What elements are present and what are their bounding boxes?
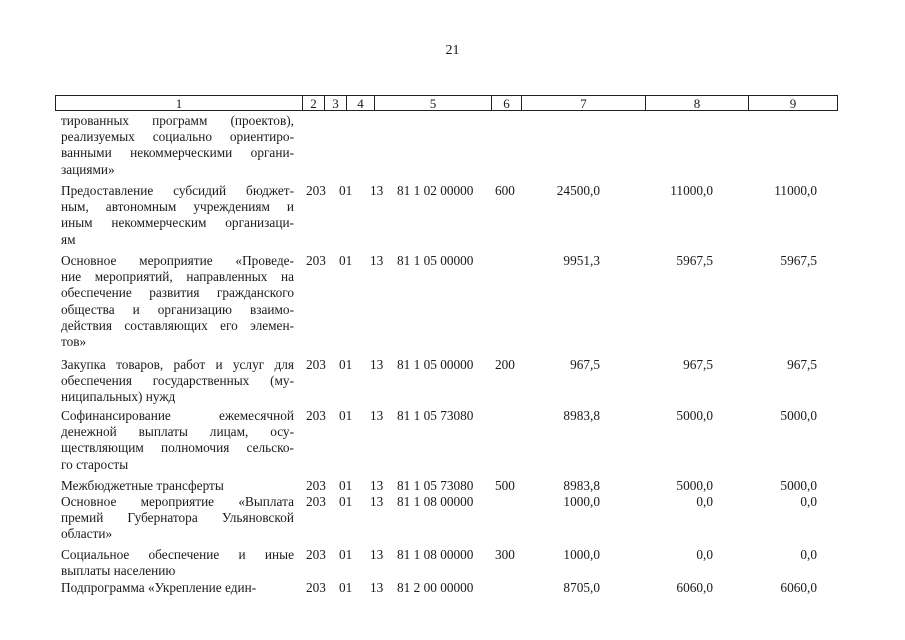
row-description	[61, 494, 294, 543]
cell-col-7: 1000,0	[563, 494, 600, 509]
cell-col-4: 13	[370, 253, 384, 268]
cell-col-8: 967,5	[683, 357, 713, 372]
cell-col-9: 0,0	[800, 547, 817, 562]
description-line: Предоставление субсидий бюджет-	[61, 183, 294, 198]
row-description	[61, 408, 294, 473]
cell-col-5: 81 1 05 73080	[397, 478, 474, 493]
description-line: обеспечение развития гражданского	[61, 285, 294, 301]
row-description	[61, 547, 294, 579]
row-description	[61, 478, 294, 494]
cell-col-9: 5000,0	[780, 408, 817, 423]
cell-col-8: 5000,0	[676, 408, 713, 423]
cell-col-9: 5000,0	[780, 478, 817, 493]
page-number: 21	[445, 43, 460, 58]
cell-col-3: 01	[339, 580, 353, 595]
cell-col-5: 81 1 05 00000	[397, 253, 474, 268]
header-col-4: 4	[346, 95, 374, 111]
cell-col-7: 24500,0	[556, 183, 600, 198]
cell-col-7: 8983,8	[563, 408, 600, 423]
description-line: обеспечения государственных (му-	[61, 373, 294, 389]
cell-col-8: 0,0	[696, 547, 713, 562]
cell-col-7: 967,5	[570, 357, 600, 372]
cell-col-2: 203	[306, 408, 326, 423]
header-col-7: 7	[521, 95, 645, 111]
cell-col-8: 6060,0	[676, 580, 713, 595]
header-col-5: 5	[374, 95, 491, 111]
cell-col-3: 01	[339, 408, 353, 423]
description-line: Подпрограмма «Укрепление един-	[61, 580, 257, 595]
cell-col-9: 967,5	[787, 357, 817, 372]
cell-col-6: 200	[495, 357, 515, 372]
description-line: реализуемых социально ориентиро-	[61, 129, 294, 145]
cell-col-7: 1000,0	[563, 547, 600, 562]
cell-col-2: 203	[306, 494, 326, 509]
cell-col-4: 13	[370, 408, 384, 423]
row-description	[61, 183, 294, 248]
cell-col-4: 13	[370, 357, 384, 372]
cell-col-4: 13	[370, 494, 384, 509]
row-description	[61, 253, 294, 350]
cell-col-6: 300	[495, 547, 515, 562]
description-line: Софинансирование ежемесячной	[61, 408, 294, 423]
cell-col-3: 01	[339, 478, 353, 493]
cell-col-3: 01	[339, 494, 353, 509]
cell-col-2: 203	[306, 357, 326, 372]
cell-col-4: 13	[370, 183, 384, 198]
cell-col-2: 203	[306, 253, 326, 268]
description-line: области»	[61, 526, 113, 542]
cell-col-7: 9951,3	[563, 253, 600, 268]
description-line: денежной выплаты лицам, осу-	[61, 424, 294, 440]
cell-col-8: 0,0	[696, 494, 713, 509]
row-description	[61, 357, 294, 406]
cell-col-5: 81 1 05 73080	[397, 408, 474, 423]
description-line: ванными некоммерческими органи-	[61, 145, 294, 161]
cell-col-5: 81 1 08 00000	[397, 547, 474, 562]
description-line: Закупка товаров, работ и услуг для	[61, 357, 294, 372]
cell-col-6: 600	[495, 183, 515, 198]
header-col-1: 1	[55, 95, 302, 111]
description-line: премий Губернатора Ульяновской	[61, 510, 294, 526]
cell-col-9: 5967,5	[780, 253, 817, 268]
description-line: иным некоммерческим организаци-	[61, 215, 294, 231]
description-line: ниципальных) нужд	[61, 389, 176, 405]
cell-col-8: 5967,5	[676, 253, 713, 268]
description-line: действия составляющих его элемен-	[61, 317, 294, 333]
cell-col-2: 203	[306, 580, 326, 595]
cell-col-4: 13	[370, 580, 384, 595]
cell-col-3: 01	[339, 357, 353, 372]
description-line: ществляющим полномочия сельско-	[61, 440, 294, 456]
header-col-6: 6	[491, 95, 521, 111]
header-col-9: 9	[748, 95, 838, 111]
cell-col-5: 81 1 02 00000	[397, 183, 474, 198]
cell-col-9: 11000,0	[774, 183, 817, 198]
description-line: ным, автономным учреждениям и	[61, 199, 294, 215]
cell-col-6: 500	[495, 478, 515, 493]
header-col-2: 2	[302, 95, 324, 111]
cell-col-5: 81 1 08 00000	[397, 494, 474, 509]
description-line: Основное мероприятие «Проведе-	[61, 253, 294, 268]
cell-col-9: 6060,0	[780, 580, 817, 595]
description-line: ние мероприятий, направленных на	[61, 269, 294, 285]
description-line: общества и организацию взаимо-	[61, 301, 294, 317]
cell-col-2: 203	[306, 547, 326, 562]
cell-col-7: 8705,0	[563, 580, 600, 595]
cell-col-2: 203	[306, 183, 326, 198]
description-line: Основное мероприятие «Выплата	[61, 494, 294, 509]
cell-col-4: 13	[370, 547, 384, 562]
cell-col-8: 11000,0	[670, 183, 713, 198]
description-line: го старосты	[61, 456, 129, 472]
header-col-3: 3	[324, 95, 346, 111]
cell-col-8: 5000,0	[676, 478, 713, 493]
description-line: ям	[61, 231, 76, 247]
cell-col-2: 203	[306, 478, 326, 493]
cell-col-4: 13	[370, 478, 384, 493]
table-header	[55, 95, 838, 112]
header-col-8: 8	[645, 95, 748, 111]
cell-col-3: 01	[339, 183, 353, 198]
cell-col-9: 0,0	[800, 494, 817, 509]
description-line: тированных программ (проектов),	[61, 113, 294, 128]
description-line: Межбюджетные трансферты	[61, 478, 224, 493]
row-description	[61, 580, 294, 596]
cell-col-3: 01	[339, 253, 353, 268]
cell-col-7: 8983,8	[563, 478, 600, 493]
cell-col-3: 01	[339, 547, 353, 562]
cell-col-5: 81 2 00 00000	[397, 580, 474, 595]
description-line: тов»	[61, 334, 87, 350]
cell-col-5: 81 1 05 00000	[397, 357, 474, 372]
description-line: Социальное обеспечение и иные	[61, 547, 294, 562]
description-line: выплаты населению	[61, 563, 176, 579]
row-description	[61, 113, 294, 178]
description-line: зациями»	[61, 161, 115, 177]
